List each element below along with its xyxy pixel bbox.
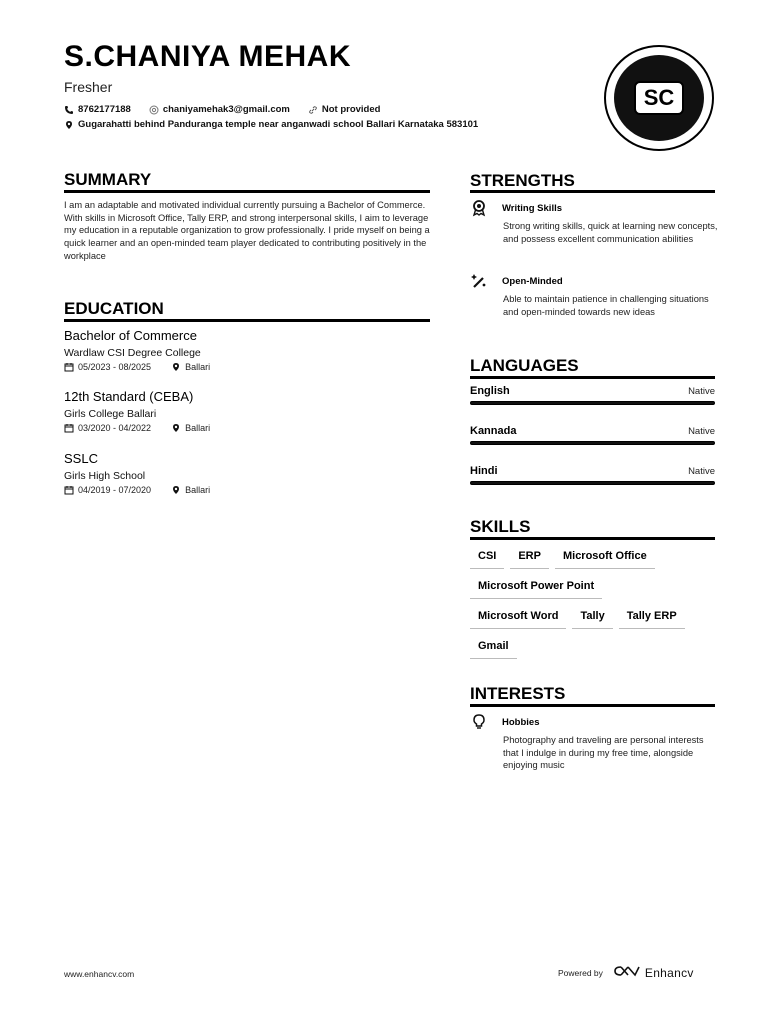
skill-tag: Tally <box>572 610 612 629</box>
skill-tag: CSI <box>470 550 504 569</box>
skill-tag: Microsoft Word <box>470 610 566 629</box>
interests-divider <box>470 704 715 707</box>
education-item <box>64 389 424 433</box>
enhancv-logo-icon <box>611 964 641 981</box>
avatar-background <box>614 55 704 141</box>
calendar-icon <box>64 423 74 433</box>
magic-wand-icon <box>470 272 488 290</box>
address-text: Gugarahatti behind Panduranga temple near anganwadi school Ballari Karnataka 583101 <box>78 119 479 130</box>
language-name: English <box>470 385 510 397</box>
skill-row <box>470 640 523 659</box>
language-proficiency-bar <box>470 481 715 485</box>
location-pin-icon <box>171 423 181 433</box>
languages-heading: LANGUAGES <box>470 356 579 375</box>
language-level: Native <box>688 386 715 397</box>
powered-by-label: Powered by <box>558 967 603 978</box>
calendar-icon <box>64 362 74 372</box>
education-meta <box>64 423 424 433</box>
education-dates: 03/2020 - 04/2022 <box>78 423 152 433</box>
strength-title: Open-Minded <box>502 275 563 287</box>
phone-icon <box>64 105 74 115</box>
skill-tag: Gmail <box>470 640 517 659</box>
skill-tag: Microsoft Office <box>555 550 655 569</box>
education-item <box>64 451 424 495</box>
skills-divider <box>470 537 715 540</box>
skill-row <box>470 550 661 569</box>
languages-divider <box>470 376 715 379</box>
avatar-initials: SC <box>634 81 684 115</box>
strengths-heading: STRENGTHS <box>470 171 575 190</box>
education-dates: 05/2023 - 08/2025 <box>78 362 152 372</box>
summary-divider <box>64 190 430 193</box>
language-proficiency-bar <box>470 441 715 445</box>
education-location: Ballari <box>185 485 211 495</box>
summary-text: I am an adaptable and motivated individual currently pursuing a Bachelor of Commerce. With skills in Microsoft Office, Tally ERP, and strong interpersonal skills, I aim to leverage my education in a reputable organization to grow professionally. I pride myself on being a quick learner and an open-minded team player dedicated to contributing positively in the workplace <box>64 200 430 261</box>
education-school: Girls High School <box>64 470 146 482</box>
education-meta <box>64 362 424 372</box>
education-item <box>64 328 424 372</box>
lightbulb-icon <box>470 713 488 731</box>
summary-heading: SUMMARY <box>64 170 152 189</box>
education-location: Ballari <box>185 423 211 433</box>
email-link[interactable]: chaniyamehak3@gmail.com <box>162 104 290 115</box>
brand-logo[interactable] <box>611 964 694 981</box>
candidate-role: Fresher <box>64 79 113 95</box>
strength-item <box>470 199 720 245</box>
strength-item <box>470 272 720 318</box>
strength-title: Writing Skills <box>502 202 563 214</box>
language-level: Native <box>688 426 715 437</box>
education-location: Ballari <box>185 362 211 372</box>
language-level: Native <box>688 466 715 477</box>
address-row <box>64 119 478 130</box>
skill-row <box>470 610 691 629</box>
interest-description: Photography and traveling are personal interests that I indulge in during my free time, alongside enjoying music <box>503 735 704 770</box>
skills-heading: SKILLS <box>470 517 531 536</box>
language-name: Hindi <box>470 465 498 477</box>
calendar-icon <box>64 485 74 495</box>
at-sign-icon <box>149 105 159 115</box>
interest-item <box>470 713 720 772</box>
education-degree: SSLC <box>64 451 98 466</box>
profile-link[interactable]: Not provided <box>321 104 381 115</box>
location-pin-icon <box>171 485 181 495</box>
location-pin-icon <box>171 362 181 372</box>
award-icon <box>470 199 488 217</box>
education-dates: 04/2019 - 07/2020 <box>78 485 152 495</box>
education-heading: EDUCATION <box>64 299 164 318</box>
footer-branding <box>558 964 694 981</box>
language-item <box>470 425 715 445</box>
location-pin-icon <box>64 120 74 130</box>
language-proficiency-bar <box>470 401 715 405</box>
contact-row <box>64 104 380 115</box>
strengths-divider <box>470 190 715 193</box>
strength-description: Able to maintain patience in challenging situations and open-minded towards new ideas <box>503 294 709 317</box>
language-item <box>470 465 715 485</box>
brand-name: Enhancv <box>644 965 694 980</box>
language-item <box>470 385 715 405</box>
candidate-name: S.CHANIYA MEHAK <box>64 40 351 73</box>
interests-heading: INTERESTS <box>470 684 566 703</box>
education-meta <box>64 485 424 495</box>
skill-row <box>470 580 608 599</box>
language-name: Kannada <box>470 425 517 437</box>
education-degree: Bachelor of Commerce <box>64 328 197 343</box>
skill-tag: ERP <box>510 550 549 569</box>
education-school: Wardlaw CSI Degree College <box>64 347 201 359</box>
skill-tag: Microsoft Power Point <box>470 580 602 599</box>
education-degree: 12th Standard (CEBA) <box>64 389 194 404</box>
skill-tag: Tally ERP <box>619 610 685 629</box>
footer-website[interactable]: www.enhancv.com <box>64 969 135 979</box>
link-icon <box>308 105 318 115</box>
avatar <box>604 45 714 151</box>
education-school: Girls College Ballari <box>64 408 157 420</box>
education-divider <box>64 319 430 322</box>
strength-description: Strong writing skills, quick at learning new concepts, and possess excellent communication abilities <box>503 221 718 244</box>
interest-title: Hobbies <box>502 716 540 728</box>
phone-number[interactable]: 8762177188 <box>78 104 131 115</box>
